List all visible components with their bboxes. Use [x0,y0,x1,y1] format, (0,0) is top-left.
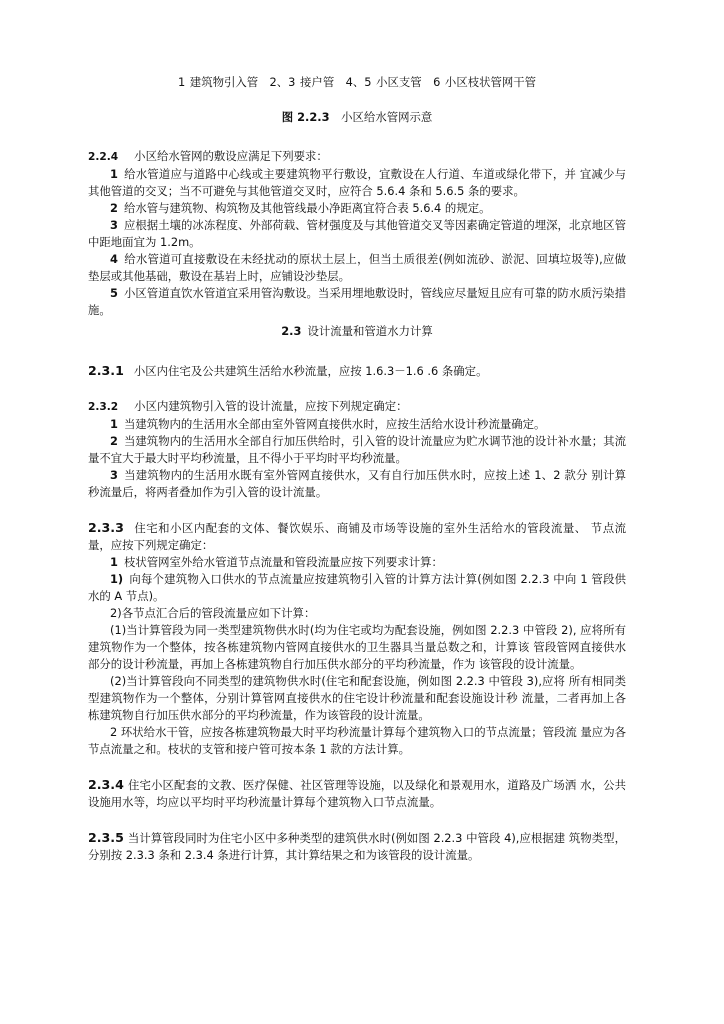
section-title [88,323,626,340]
clause-number: 2.2.4 [88,151,119,163]
list-item: 1) 向每个建筑物入口供水的节点流量应按建筑物引入管的计算方法计算(例如图 2.2.3 中向 1 管段供水的 A 节点)。 [88,572,626,603]
clause-text: 当计算管段同时为住宅小区中多种类型的建筑供水时(例如图 2.2.3 中管段 4),应根据建 筑物类型，分别按 2.3.3 条和 2.3.4 条进行计算，其计算结果之和为该管段的设计流量。 [88,831,626,862]
clause-number: 2.3.1 [88,363,124,378]
clause-number: 2.3.2 [88,401,119,413]
clause-number: 2.3.5 [88,830,124,845]
paragraph: 2 环状给水干管，应按各栋建筑物最大时平均秒流量计算每个建筑物入口的节点流量；管段流 量应为各节点流量之和。枝状的支管和接户管可按本条 1 款的方法计算。 [88,725,626,756]
list-item: 3 当建筑物内的生活用水既有室外管网直接供水，又有自行加压供水时，应按上述 1、2 款分 别计算秒流量后，将两者叠加作为引入管的设计流量。 [88,468,626,499]
clause-2-3-3 [88,519,626,554]
clause-text: 小区给水管网的敷设应满足下列要求： [134,149,328,163]
clause-2-3-4 [88,776,626,811]
clause-text: 住宅和小区内配套的文体、餐饮娱乐、商铺及市场等设施的室外生活给水的管段流量、 节点流量，应按下列规定确定： [88,521,626,552]
clause-number: 2.3.3 [88,520,124,535]
list-item: 5 小区管道直饮水管道宜采用管沟敷设。当采用埋地敷设时，管线应尽量短且应有可靠的防水质污染措施。 [88,286,626,317]
figure-caption-text: 小区给水管网示意 [341,110,433,124]
clause-text: 住宅小区配套的文教、医疗保健、社区管理等设施，以及绿化和景观用水，道路及广场洒 水，公共设施用水等，均应以平均时平均秒流量计算每个建筑物入口节点流量。 [88,778,626,809]
list-item: 1 给水管道应与道路中心线或主要建筑物平行敷设，宜敷设在人行道、车道或绿化带下，并 宜减少与其他管道的交叉；当不可避免与其他管道交叉时，应符合 5.6.4 条和 5.6.5 条的要求。 [88,167,626,198]
figure-caption [88,109,626,126]
clause-text: 小区内建筑物引入管的设计流量，应按下列规定确定： [134,399,408,413]
list-item: 2 当建筑物内的生活用水全部自行加压供给时，引入管的设计流量应为贮水调节池的设计补水量；其流量不宜大于最大时平均秒流量，且不得小于平均时平均秒流量。 [88,434,626,465]
list-item: 2 给水管与建筑物、构筑物及其他管线最小净距离宜符合表 5.6.4 的规定。 [110,201,491,215]
paragraph: (1)当计算管段为同一类型建筑物供水时(均为住宅或均为配套设施，例如图 2.2.3 中管段 2), 应将所有建筑物作为一个整体，按各栋建筑物内管网直接供水的卫生器具当量总数之和，计算该 管段管网直接供水部分的设计秒流量，再加上各栋建筑物自行加压供水部分的平均秒流量，作为 该管段的设计流量。 [88,623,626,671]
clause-text: 小区内住宅及公共建筑生活给水秒流量，应按 1.6.3－1.6 .6 条确定。 [133,364,488,378]
paragraph: (2)当计算管段向不同类型的建筑物供水时(住宅和配套设施，例如图 2.2.3 中管段 3),应将 所有相同类型建筑物作为一个整体，分别计算管网直接供水的住宅设计秒流量和配套设施设计秒 流量，二者再加上各栋建筑物自行加压供水部分的平均秒流量，作为该管段的设计流量。 [88,674,626,722]
clause-2-3-5 [88,829,626,864]
list-item: 3 应根据土壤的冰冻程度、外部荷载、管材强度及与其他管道交叉等因素确定管道的埋深，北京地区管中距地面宜为 1.2m。 [88,218,626,249]
figure-legend: 1 建筑物引入管 2、3 接户管 4、5 小区支管 6 小区枝状管网干管 [177,75,537,89]
list-item: 1 枝状管网室外给水管道节点流量和管段流量应按下列要求计算： [110,555,443,569]
clause-2-3-1 [88,362,626,380]
figure-caption-number: 图 2.2.3 [281,110,330,124]
section-number: 2.3 [281,324,302,338]
clause-number: 2.3.4 [88,777,124,792]
section-title-text: 设计流量和管道水力计算 [307,324,433,338]
list-item: 4 给水管道可直接敷设在未经扰动的原状土层上，但当土质很差(例如流砂、淤泥、回填垃圾等),应做垫层或其他基础，敷设在基岩上时，应铺设沙垫层。 [88,252,626,283]
clause-2-3-2 [88,398,626,416]
clause-2-2-4 [88,148,626,166]
paragraph: 2)各节点汇合后的管段流量应如下计算： [110,606,316,620]
list-item: 1 当建筑物内的生活用水全部由室外管网直接供水时，应按生活给水设计秒流量确定。 [110,417,546,431]
